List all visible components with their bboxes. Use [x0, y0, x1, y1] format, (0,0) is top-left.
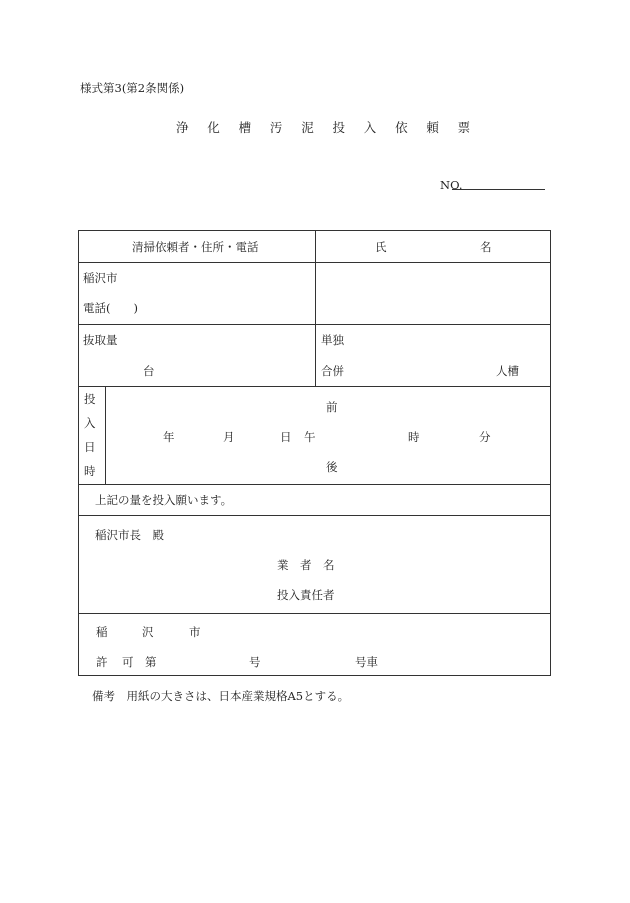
column-divider — [315, 231, 316, 386]
title-char: 票 — [457, 120, 471, 135]
date-label-char: 入 — [84, 416, 96, 430]
title-char: 頼 — [426, 120, 439, 135]
permit-number-suffix: 号 — [249, 655, 261, 669]
name-field[interactable] — [318, 265, 550, 322]
row-divider — [79, 386, 550, 387]
form-number-label: NO. — [440, 178, 463, 192]
day-label: 日 — [280, 430, 292, 444]
extraction-label: 抜取量 — [83, 333, 118, 347]
form-id: 様式第3(第2条関係) — [80, 81, 185, 95]
am-label: 前 — [326, 400, 338, 414]
title-char: 入 — [363, 120, 377, 135]
title-char: 化 — [207, 120, 220, 135]
pm-label: 後 — [326, 460, 338, 474]
column-divider — [105, 386, 106, 484]
date-label-char: 時 — [84, 464, 96, 478]
title-char: 浄 — [176, 120, 189, 135]
permit-char: 第 — [145, 655, 157, 669]
business-name-label: 業 者 名 — [277, 558, 335, 572]
title-char: 依 — [395, 120, 408, 135]
unit-dai: 台 — [143, 364, 155, 378]
phone-label: 電話( ) — [83, 301, 138, 315]
permit-char: 可 — [122, 655, 134, 669]
hour-label: 時 — [408, 430, 420, 444]
permit-char: 許 — [96, 655, 108, 669]
form-number-field[interactable] — [452, 189, 545, 190]
row-divider — [79, 484, 550, 485]
permit-city-char: 沢 — [142, 625, 154, 639]
name-header-2: 名 — [480, 240, 492, 254]
person-tank-label: 人槽 — [496, 364, 519, 378]
row-divider — [79, 515, 550, 516]
request-sentence: 上記の量を投入願います。 — [95, 493, 233, 507]
permit-city-char: 稲 — [96, 625, 108, 639]
title-char: 投 — [332, 120, 345, 135]
date-label-char: 日 — [84, 440, 96, 454]
year-label: 年 — [163, 430, 175, 444]
row-divider — [79, 613, 550, 614]
combined-tank-label: 合併 — [321, 364, 344, 378]
vehicle-number-suffix: 号車 — [355, 655, 378, 669]
city-label: 稲沢市 — [83, 271, 118, 285]
requester-header: 清掃依頼者・住所・電話 — [132, 240, 259, 254]
minute-label: 分 — [479, 430, 491, 444]
title-char: 泥 — [301, 120, 314, 135]
month-label: 月 — [223, 430, 235, 444]
gozen-go-label: 午 — [304, 430, 316, 444]
responsible-person-label: 投入責任者 — [277, 588, 335, 602]
title-char: 槽 — [238, 120, 252, 135]
name-header-1: 氏 — [375, 240, 387, 254]
single-tank-label: 単独 — [321, 333, 344, 347]
title-char: 汚 — [269, 120, 283, 135]
addressee: 稲沢市長 殿 — [95, 528, 164, 542]
remark-note: 備考 用紙の大きさは、日本産業規格A5とする。 — [92, 689, 350, 703]
date-label-char: 投 — [84, 392, 96, 406]
permit-city-char: 市 — [189, 625, 201, 639]
request-table — [78, 230, 551, 676]
form-title — [176, 118, 489, 136]
